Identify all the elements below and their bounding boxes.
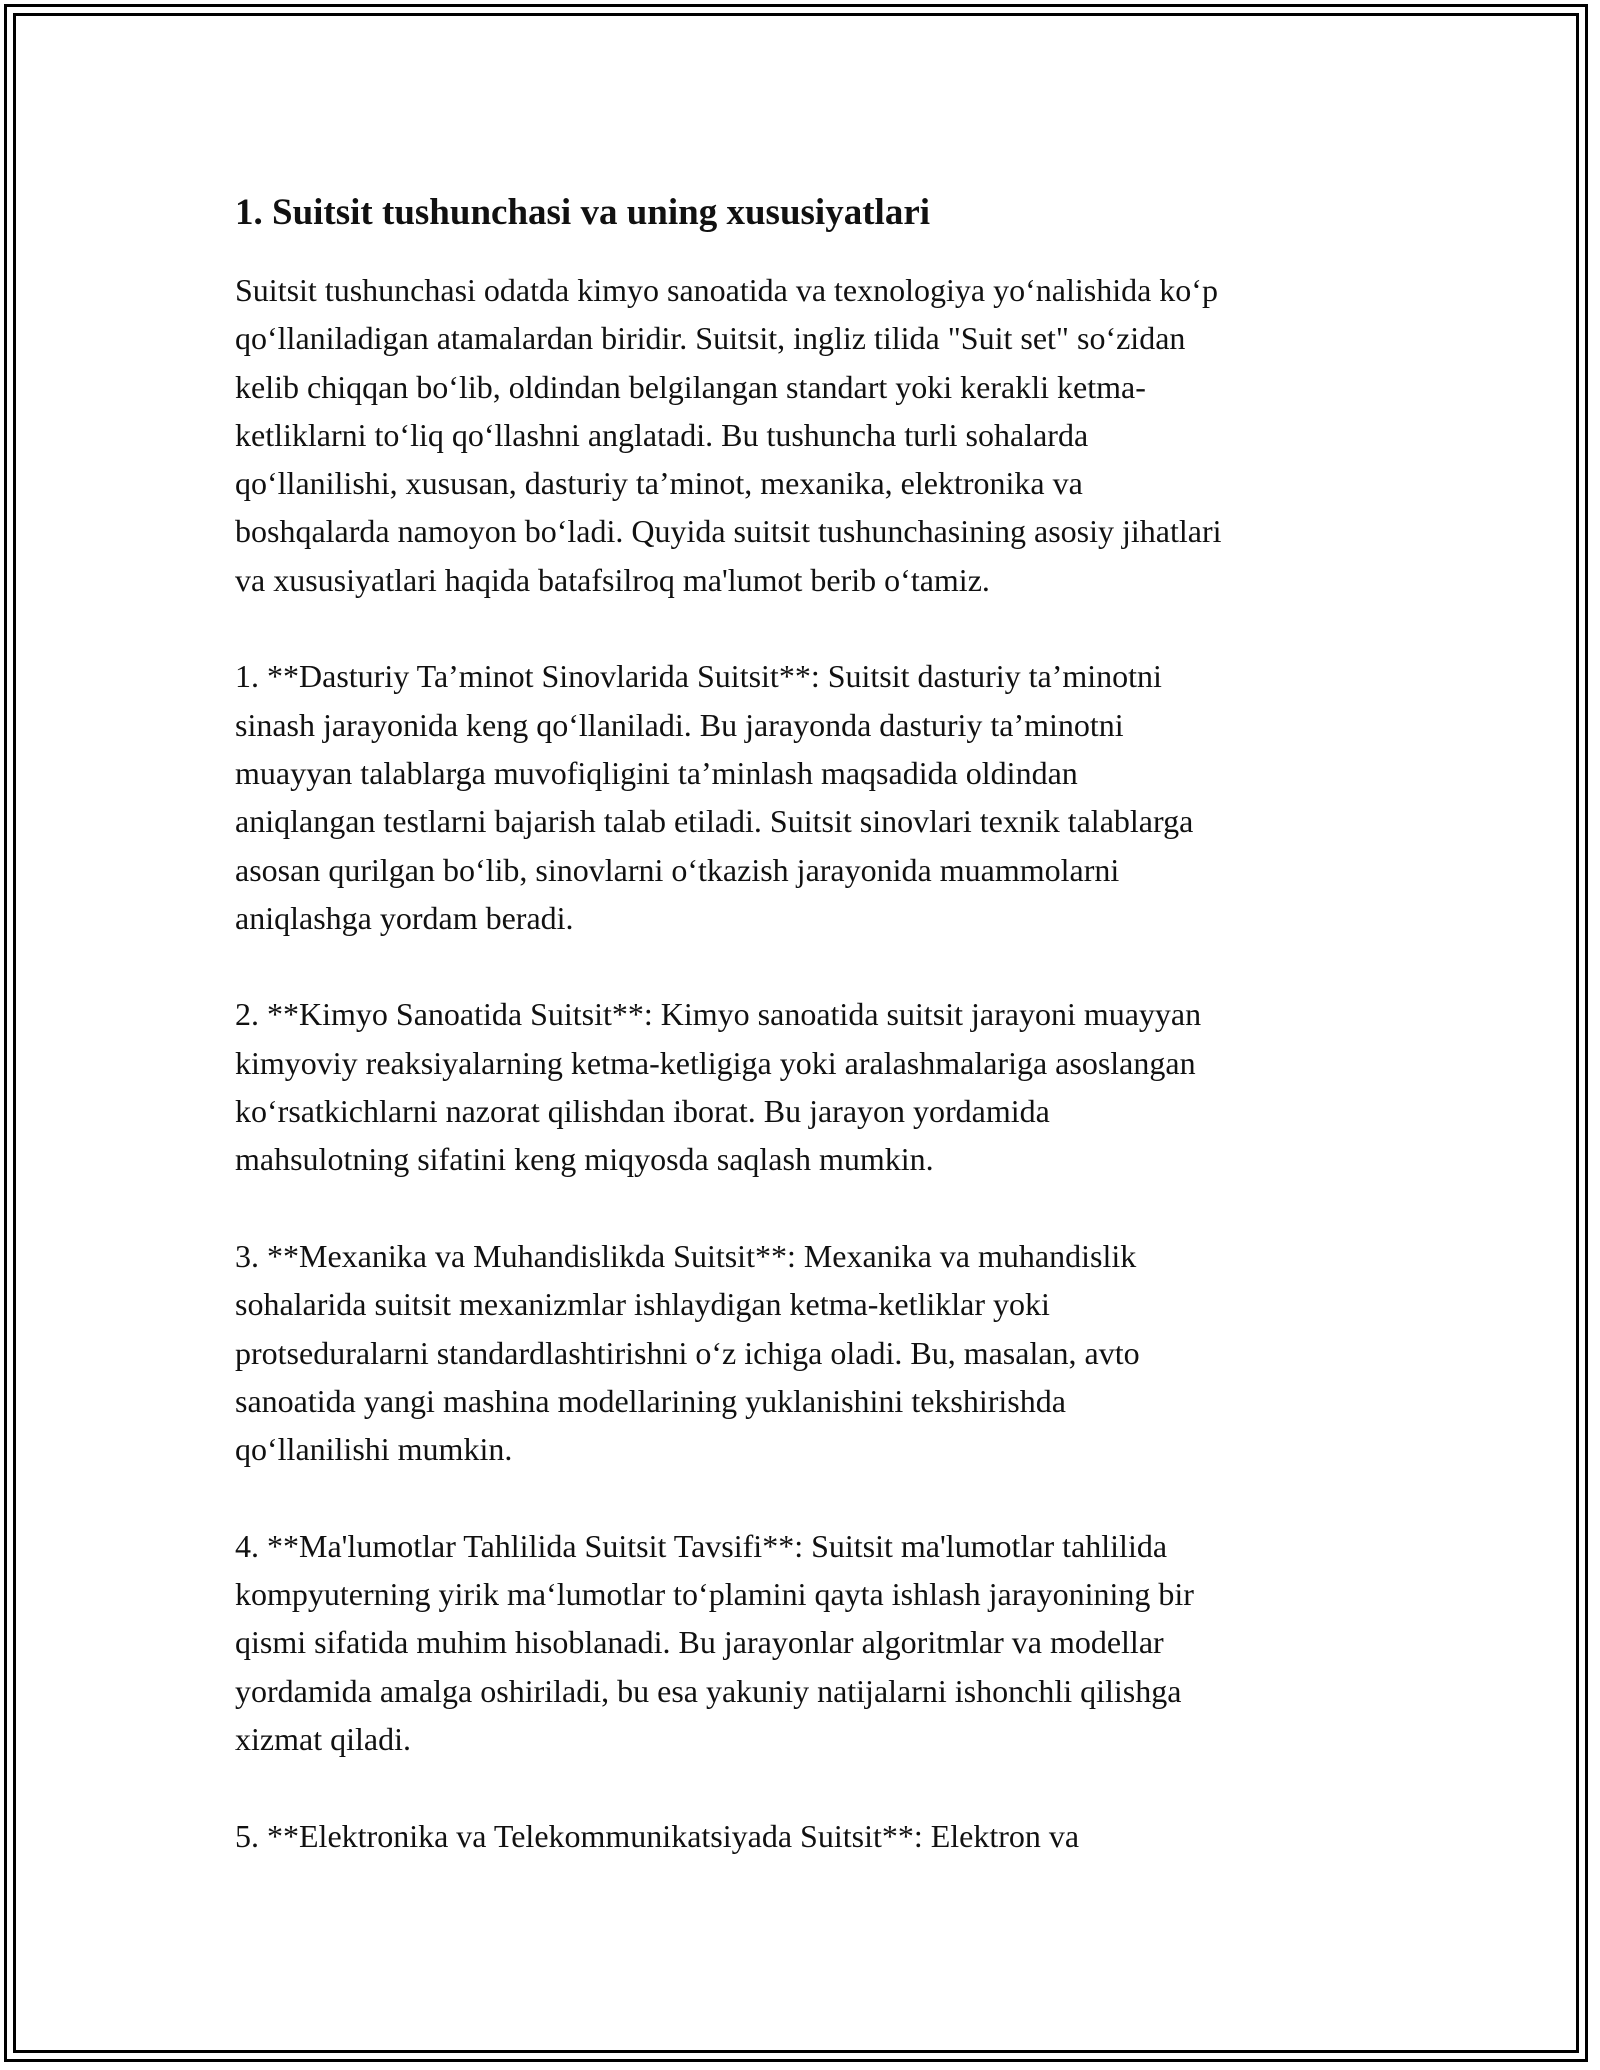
- paragraph-item-1: 1. **Dasturiy Ta’minot Sinovlarida Suitsit**: Suitsit dasturiy ta’minotni sinash jarayonida keng qo‘llaniladi. Bu jarayonda dasturiy ta’minotni muayyan talablarga muvofiqligini ta’minlash maqsadida oldindan aniqlangan testlarni bajarish talab etiladi. Suitsit sinovlari texnik talablarga asosan qurilgan bo‘lib, sinovlarni o‘tkazish jarayonida muammolarni aniqlashga yordam beradi.: [235, 658, 1194, 936]
- paragraph-spacer: [235, 604, 1375, 652]
- paragraph-item-5: 5. **Elektronika va Telekommunikatsiyada Suitsit**: Elektron va: [235, 1817, 1080, 1854]
- paragraph-spacer: [235, 1763, 1375, 1811]
- paragraph-spacer: [235, 1184, 1375, 1232]
- page-title: 1. Suitsit tushunchasi va uning xususiyatlari: [235, 192, 931, 233]
- paragraph-item-2: 2. **Kimyo Sanoatida Suitsit**: Kimyo sanoatida suitsit jarayoni muayyan kimyoviy reaksiyalarning ketma-ketligiga yoki aralashmalariga asoslangan ko‘rsatkichlarni nazorat qilishdan iborat. Bu jarayon yordamida mahsulotning sifatini keng miqyosda saqlash mumkin.: [235, 996, 1202, 1178]
- paragraph-spacer: [235, 1473, 1375, 1521]
- paragraph-intro: Suitsit tushunchasi odatda kimyo sanoatida va texnologiya yo‘nalishida ko‘p qo‘llaniladigan atamalardan biridir. Suitsit, ingliz tilida "Suit set" so‘zidan kelib chiqqan bo‘lib, oldindan belgilangan standart yoki kerakli ketma- ketliklarni to‘liq qo‘llashni anglatadi. Bu tushuncha turli sohalarda qo‘llanilishi, xususan, dasturiy ta’minot, mexanika, elektronika va boshqalarda namoyon bo‘ladi. Quyida suitsit tushunchasining asosiy jihatlari va xususiyatlari haqida batafsilroq ma'lumot berib o‘tamiz.: [235, 272, 1222, 598]
- paragraph-item-3: 3. **Mexanika va Muhandislikda Suitsit**: Mexanika va muhandislik sohalarida suitsit mexanizmlar ishlaydigan ketma-ketliklar yoki protseduralarni standardlashtirishni o‘z ichiga oladi. Bu, masalan, avto sanoatida yangi mashina modellarining yuklanishini tekshirishda qo‘llanilishi mumkin.: [235, 1237, 1140, 1468]
- paragraph-spacer: [235, 942, 1375, 990]
- document-body: [235, 188, 1375, 1860]
- paragraph-item-4: 4. **Ma'lumotlar Tahlilida Suitsit Tavsifi**: Suitsit ma'lumotlar tahlilida kompyuterning yirik ma‘lumotlar to‘plamini qayta ishlash jarayonining bir qismi sifatida muhim hisoblanadi. Bu jarayonlar algoritmlar va modellar yordamida amalga oshiriladi, bu esa yakuniy natijalarni ishonchli qilishga xizmat qiladi.: [235, 1527, 1194, 1757]
